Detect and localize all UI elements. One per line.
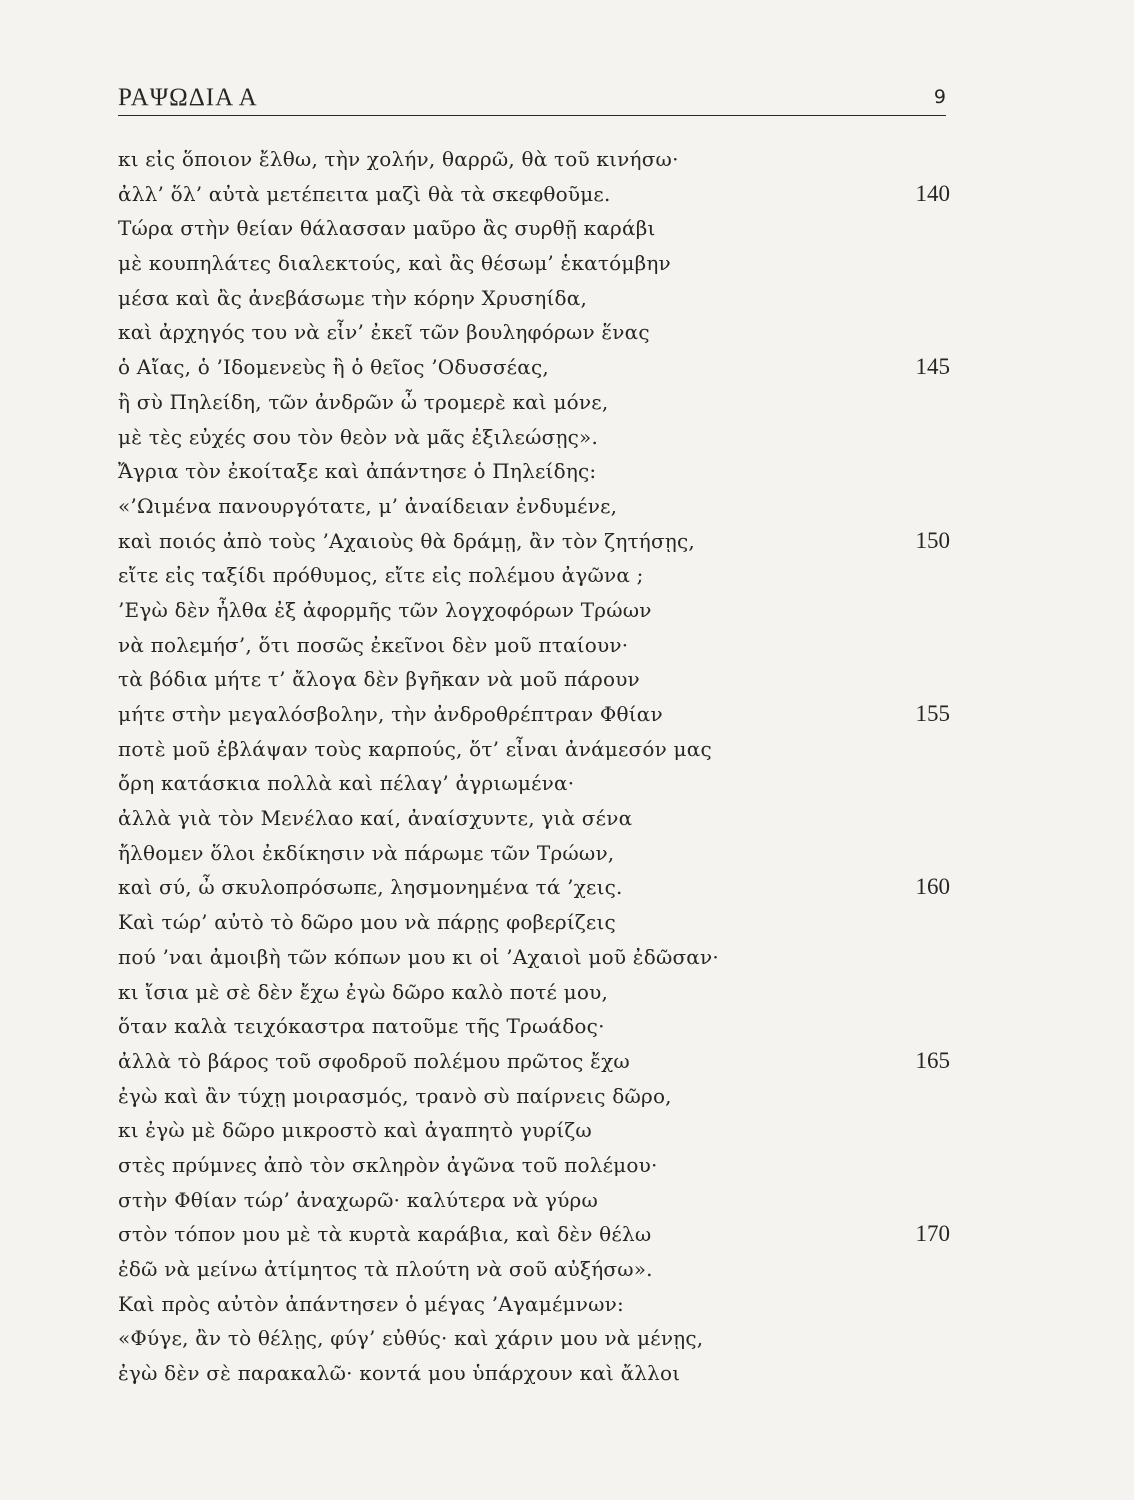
verse-lines — [118, 142, 950, 1391]
verse-line-text: καὶ ἀρχηγός του νὰ εἶν’ ἐκεῖ τῶν βουληφόρων ἕνας — [118, 320, 650, 345]
verse-line — [118, 350, 950, 385]
verse-line — [118, 1321, 950, 1356]
verse-line — [118, 697, 950, 732]
verse-line-text: μέσα καὶ ἂς ἀνεβάσωμε τὴν κόρην Χρυσηίδα, — [118, 285, 588, 310]
verse-line — [118, 1009, 950, 1044]
page-number: 9 — [933, 86, 946, 108]
line-number: 160 — [915, 874, 950, 900]
verse-line-text: τὰ βόδια μήτε τ’ ἄλογα δὲν βγῆκαν νὰ μοῦ πάρουν — [118, 667, 640, 692]
verse-line — [118, 593, 950, 628]
verse-line — [118, 870, 950, 905]
verse-line-text: ἀλλὰ γιὰ τὸν Μενέλαο καί, ἀναίσχυντε, γιὰ σένα — [118, 806, 633, 831]
verse-line — [118, 315, 950, 350]
verse-line-text: στὸν τόπον μου μὲ τὰ κυρτὰ καράβια, καὶ δὲν θέλω — [118, 1222, 652, 1247]
line-number: 165 — [915, 1047, 950, 1073]
verse-line — [118, 142, 950, 177]
verse-line — [118, 1079, 950, 1114]
verse-line — [118, 385, 950, 420]
verse-line — [118, 1113, 950, 1148]
verse-line-text: κι εἰς ὅποιον ἔλθω, τὴν χολήν, θαρρῶ, θὰ τοῦ κινήσω· — [118, 147, 679, 171]
verse-line — [118, 766, 950, 801]
verse-line-text: στὴν Φθίαν τώρ’ ἀναχωρῶ· καλύτερα νὰ γύρω — [118, 1187, 599, 1212]
line-number: 170 — [915, 1221, 950, 1247]
verse-line — [118, 662, 950, 697]
verse-line-text: μὲ τὲς εὐχές σου τὸν θεὸν νὰ μᾶς ἐξιλεώσῃς». — [118, 424, 599, 449]
verse-line-text: ἤλθομεν ὅλοι ἐκδίκησιν νὰ πάρωμε τῶν Τρώων, — [118, 840, 615, 865]
verse-line — [118, 975, 950, 1010]
verse-line — [118, 1148, 950, 1183]
verse-line-text: Ἄγρια τὸν ἐκοίταξε καὶ ἀπάντησε ὁ Πηλείδης: — [118, 459, 597, 484]
verse-line-text: ἐγὼ δὲν σὲ παρακαλῶ· κοντά μου ὑπάρχουν καὶ ἄλλοι — [118, 1361, 681, 1386]
verse-line — [118, 1217, 950, 1252]
verse-line — [118, 801, 950, 836]
verse-line — [118, 1044, 950, 1079]
verse-line-text: Καὶ πρὸς αὐτὸν ἀπάντησεν ὁ μέγας ’Αγαμέμνων: — [118, 1291, 624, 1316]
header-rule — [118, 115, 946, 116]
verse-line-text: κι ἴσια μὲ σὲ δὲν ἔχω ἐγὼ δῶρο καλὸ ποτέ μου, — [118, 979, 608, 1004]
verse-line-text: Καὶ τώρ’ αὐτὸ τὸ δῶρο μου νὰ πάρῃς φοβερίζεις — [118, 910, 616, 935]
line-number: 145 — [915, 354, 950, 380]
verse-line-text: ἀλλ’ ὅλ’ αὐτὰ μετέπειτα μαζὶ θὰ τὰ σκεφθοῦμε. — [118, 181, 611, 206]
verse-line-text: Τώρα στὴν θείαν θάλασσαν μαῦρο ἂς συρθῇ καράβι — [118, 216, 656, 241]
verse-line — [118, 524, 950, 559]
verse-line-text: ὄρη κατάσκια πολλὰ καὶ πέλαγ’ ἀγριωμένα· — [118, 771, 575, 796]
verse-line — [118, 489, 950, 524]
verse-line-text: ’Εγὼ δὲν ἦλθα ἐξ ἀφορμῆς τῶν λογχοφόρων Τρώων — [118, 597, 652, 622]
verse-line — [118, 558, 950, 593]
verse-line — [118, 246, 950, 281]
verse-line-text: πού ’ναι ἀμοιβὴ τῶν κόπων μου κι οἱ ’Αχαιοὶ μοῦ ἐδῶσαν· — [118, 944, 719, 969]
verse-line-text: εἴτε εἰς ταξίδι πρόθυμος, εἴτε εἰς πολέμου ἀγῶνα ; — [118, 563, 644, 588]
verse-line-text: ἢ σὺ Πηλείδη, τῶν ἀνδρῶν ὦ τρομερὲ καὶ μόνε, — [118, 389, 609, 414]
verse-line-text: ἐγὼ καὶ ἂν τύχῃ μοιρασμός, τρανὸ σὺ παίρνεις δῶρο, — [118, 1083, 672, 1108]
verse-line — [118, 836, 950, 871]
verse-line — [118, 420, 950, 455]
verse-line-text: μὲ κουπηλάτες διαλεκτούς, καὶ ἂς θέσωμ’ ἑκατόμβην — [118, 251, 671, 276]
running-title: ΡΑΨΩΔΙΑ Α — [118, 84, 258, 111]
page-header — [118, 80, 946, 116]
line-number: 150 — [915, 527, 950, 553]
verse-line-text: «’Ωιμένα πανουργότατε, μ’ ἀναίδειαν ἐνδυμένε, — [118, 493, 618, 518]
verse-line-text: κι ἐγὼ μὲ δῶρο μικροστὸ καὶ ἀγαπητὸ γυρίζω — [118, 1118, 592, 1143]
verse-line — [118, 732, 950, 767]
verse-line-text: «Φύγε, ἂν τὸ θέλῃς, φύγ’ εὐθύς· καὶ χάριν μου νὰ μένῃς, — [118, 1326, 704, 1351]
verse-line — [118, 1356, 950, 1391]
verse-line-text: μήτε στὴν μεγαλόσβολην, τὴν ἀνδροθρέπτραν Φθίαν — [118, 702, 663, 726]
verse-line — [118, 1252, 950, 1287]
line-number: 155 — [915, 701, 950, 726]
verse-line — [118, 211, 950, 246]
verse-line-text: ἐδῶ νὰ μείνω ἀτίμητος τὰ πλούτη νὰ σοῦ αὐξήσω». — [118, 1257, 653, 1281]
verse-line — [118, 454, 950, 489]
verse-line — [118, 177, 950, 212]
verse-line-text: ὁ Αἴας, ὁ ’Ιδομενεὺς ἢ ὁ θεῖος ’Οδυσσέας, — [118, 355, 549, 380]
verse-line-text: καὶ σύ, ὦ σκυλοπρόσωπε, λησμονημένα τά ’χεις. — [118, 875, 623, 900]
verse-line — [118, 281, 950, 316]
verse-line-text: ὅταν καλὰ τειχόκαστρα πατοῦμε τῆς Τρωάδος· — [118, 1014, 605, 1039]
verse-line — [118, 905, 950, 940]
line-number: 140 — [915, 180, 950, 206]
verse-line — [118, 1183, 950, 1218]
verse-line-text: στὲς πρύμνες ἀπὸ τὸν σκληρὸν ἀγῶνα τοῦ πολέμου· — [118, 1152, 658, 1177]
verse-line — [118, 628, 950, 663]
verse-line-text: νὰ πολεμήσ’, ὅτι ποσῶς ἐκεῖνοι δὲν μοῦ πταίουν· — [118, 632, 629, 657]
verse-line — [118, 940, 950, 975]
verse-line-text: ποτὲ μοῦ ἐβλάψαν τοὺς καρπούς, ὅτ’ εἶναι ἀνάμεσόν μας — [118, 736, 712, 761]
verse-line-text: καὶ ποιός ἀπὸ τοὺς ’Αχαιοὺς θὰ δράμῃ, ἂν τὸν ζητήσῃς, — [118, 528, 695, 553]
verse-line-text: ἀλλὰ τὸ βάρος τοῦ σφοδροῦ πολέμου πρῶτος ἔχω — [118, 1048, 630, 1073]
verse-line — [118, 1287, 950, 1322]
